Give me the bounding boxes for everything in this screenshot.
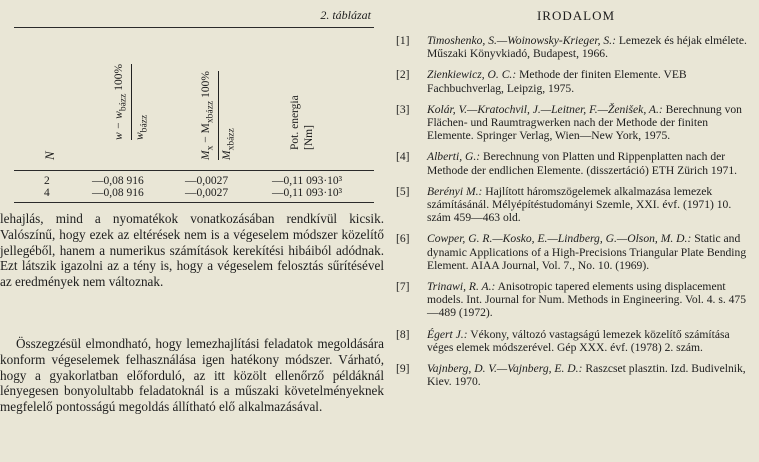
reference-item: [3] Kolár, V.—Kratochvil, J.—Leitner, F.—Ženišek, A.: Berechnung von Flächen- und Raumtragwerken nach der Methode der finiten Elemente. Springer Verlag, Wien—New York, 1975. (396, 102, 742, 143)
header-moment-error: $M_x - M_{xbázz}$ 100% $M_{xbázz}$ (200, 71, 237, 160)
reference-item: [5] Berényi M.: Hajlított háromszögelemek alkalmazása lemezek számításánál. Mélyépítéstudományi Szemle, XXI. évf. (1971) 10. szám 459—463 old. (396, 184, 732, 225)
reference-item: [4] Alberti, G.: Berechnung von Platten und Rippenplatten nach der Methode der endlichen Elemente. (disszertáció) ETH Zürich 1971. (396, 150, 738, 177)
table-row: 4 —0,08 916 —0,0027 —0,11 093·10³ (44, 187, 343, 199)
reference-item: [7] Trinawi, R. A.: Anisotropic tapered elements using displacement models. Int. Journal for Num. Methods in Engineering. Vol. 4. s. 475—489 (1972). (396, 280, 747, 320)
body-paragraph-1: lehajlás, mind a nyomatékok vonatkozásában rendkívül kicsik. Valószínű, hogy ezek az eltérések nem is a végeselem módszer közelítő jellegéből, hanem a numerikus számítások kerekítési hibáiból adódnak. Ezt látszik igazolni az a tény is, hogy a végeselem felosztás sűrítésével az eredmények nem változnak. (0, 211, 384, 290)
body-paragraph-2: Összegzésül elmondható, hogy lemezhajlítási feladatok megoldására konform végeselemek felhasználása igen hatékony módszer. Várható, hogy a gyakorlatban előforduló, az itt közölt ellenőrző példáknál lényegesen bonyolultabb feladatoknál is a műszaki követelményeknek megfelelő pontosságú megoldás állítható elő alkalmazásával. (0, 336, 384, 415)
table-top-rule (14, 27, 374, 28)
reference-item: [8] Égert J.: Vékony, változó vastagságú lemezek közelítő számítása véges elemek módszerével. Gép XXX. évf. (1978) 2. szám. (396, 327, 730, 354)
reference-item: [9] Vajnberg, D. V.—Vajnberg, E. D.: Raszcset plasztin. Izd. Budivelnik, Kiev. 1970. (396, 362, 746, 389)
table-header-rule (14, 170, 374, 171)
reference-list (396, 34, 752, 396)
reference-item: [6] Cowper, G. R.—Kosko, E.—Lindberg, G.—Olson, M. D.: Static and dynamic Applications of a High-Precisions Triangular Plate Bending Element. AIAA Journal, Vol. 7., No. 10. (1969). (396, 232, 747, 272)
reference-item: [1] Timoshenko, S.—Woinowsky-Krieger, S.: Lemezek és héjak elmélete. Műszaki Könyvkiadó, Budapest, 1966. (396, 34, 747, 61)
header-potential-energy: Pot. energia [Nm] (289, 95, 315, 150)
reference-item: [2] Zienkiewicz, O. C.: Methode der finiten Elemente. VEB Fachbuchverlag, Leipzig, 1975. (396, 68, 687, 95)
table-row: 2 —0,08 916 —0,0027 —0,11 093·10³ (44, 175, 343, 187)
header-deflection-error: $w - w_{bázz}$ 100% $w_{bázz}$ (113, 63, 150, 140)
header-n: N (42, 151, 57, 160)
table-caption: 2. táblázat (320, 8, 371, 22)
references-column (396, 0, 756, 462)
table-bottom-rule (14, 202, 374, 203)
references-title: IRODALOM (536, 8, 616, 23)
